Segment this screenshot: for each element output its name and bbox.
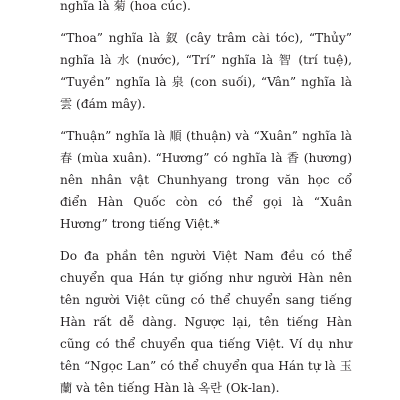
- paragraph-flower: nghĩa là 菊 (hoa cúc).: [60, 0, 191, 13]
- paragraph-thuan-xuan-huong: “Thuận” nghĩa là 順 (thuận) và “Xuân” nghĩa là 春 (mùa xuân). “Hương” có nghĩa là 香 (hương) nên nhân vật Chunhyang trong văn học cổ điển Hàn Quốc còn có thể gọi là “Xuân Hương” trong tiếng Việt.*: [60, 129, 352, 231]
- paragraph-vietnamese-korean-names: Do đa phần tên người Việt Nam đều có thể chuyển qua Hán tự giống như người Hàn nên tên người Việt cũng có thể chuyển sang tiếng Hàn rất dễ dàng. Ngược lại, tên tiếng Hàn cũng có thể chuyển qua tiếng Việt. Ví dụ như tên “Ngọc Lan” có thể chuyển qua Hán tự là 玉蘭 và tên tiếng Hàn là 옥란 (Ok-lan).: [60, 249, 352, 395]
- paragraph-thoa-thuy-tri: “Thoa” nghĩa là 釵 (cây trâm cài tóc), “Thủy” nghĩa là 水 (nước), “Trí” nghĩa là 智 (trí tuệ), “Tuyền” nghĩa là 泉 (con suối), “Vân” nghĩa là 雲 (đám mây).: [60, 31, 352, 111]
